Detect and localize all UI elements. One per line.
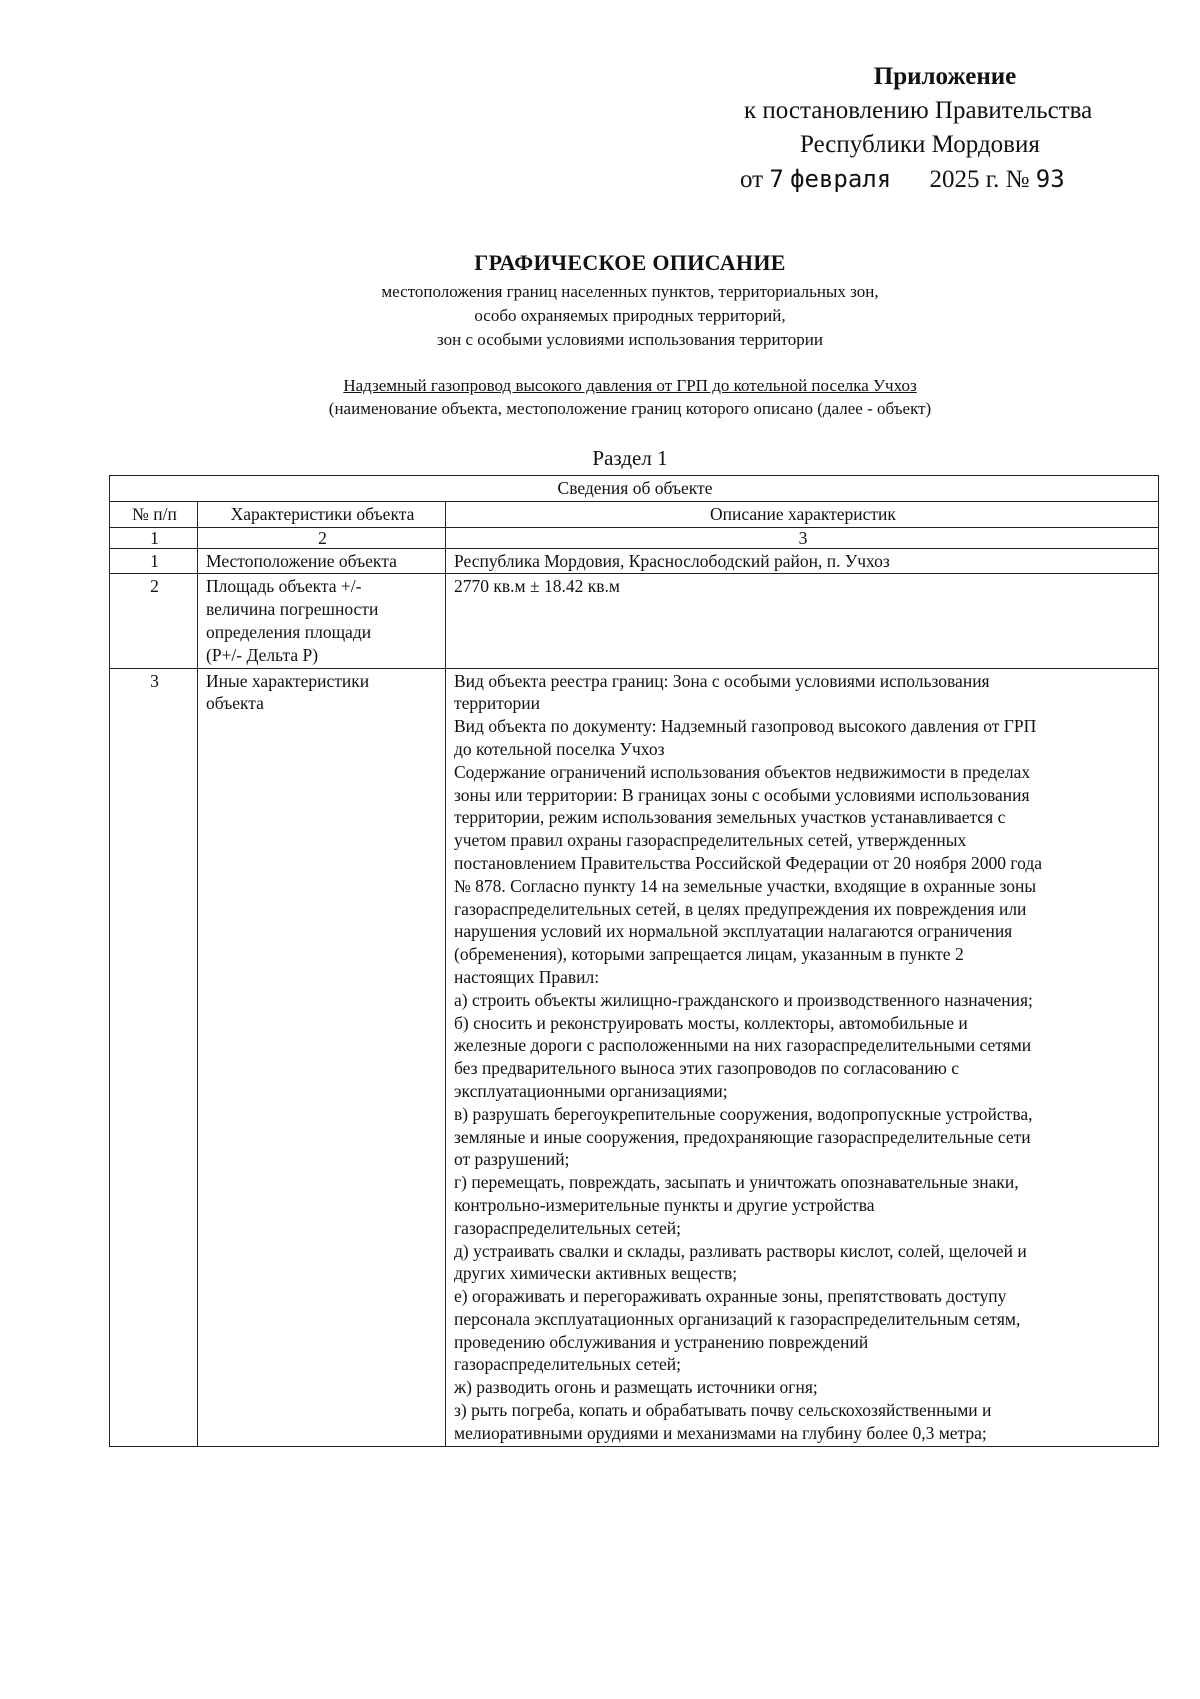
- description-line: а) строить объекты жилищно-гражданского и производственного назначения;: [454, 989, 1033, 1010]
- subtitle-line: зон с особыми условиями использования территории: [437, 330, 823, 349]
- description-line: до котельной поселка Учхоз: [454, 738, 665, 759]
- decree-number: 93: [1035, 165, 1065, 193]
- appendix-date-line: [720, 162, 1160, 197]
- subtitle-line: особо охраняемых природных территорий,: [474, 306, 786, 325]
- column-index: 3: [446, 527, 1159, 548]
- description-line: Вид объекта реестра границ: Зона с особыми условиями использования: [454, 670, 990, 691]
- object-name-block: [100, 374, 1160, 420]
- description-line: зоны или территории: В границах зоны с особыми условиями использования: [454, 784, 1030, 805]
- row-characteristic: [198, 548, 446, 574]
- description-line: мелиоративными орудиями и механизмами на глубину более 0,3 метра;: [454, 1422, 987, 1443]
- description-line: газораспределительных сетей;: [454, 1217, 681, 1238]
- description-line: других химически активных веществ;: [454, 1263, 738, 1284]
- column-index: 2: [198, 527, 446, 548]
- table-row: [110, 668, 1159, 1446]
- description-line: ж) разводить огонь и размещать источники огня;: [454, 1377, 818, 1398]
- date-month: февраля: [790, 165, 892, 193]
- table-caption: Сведения об объекте: [110, 476, 1159, 502]
- column-index: 1: [110, 527, 198, 548]
- row-description: [446, 668, 1159, 1446]
- appendix-line-1: к постановлению Правительства: [744, 97, 1093, 124]
- description-line: е) огораживать и перегораживать охранные зоны, препятствовать доступу: [454, 1286, 1007, 1307]
- row-description: [446, 548, 1159, 574]
- row-number: 2: [110, 574, 198, 668]
- subtitle-line: местоположения границ населенных пунктов, территориальных зон,: [381, 282, 879, 301]
- description-line: без предварительного выноса этих газопроводов по согласованию с: [454, 1058, 959, 1079]
- table-row: [110, 574, 1159, 668]
- header-characteristic: Характеристики объекта: [198, 501, 446, 527]
- description-line: территории: [454, 693, 540, 714]
- appendix-title: Приложение: [873, 63, 1017, 90]
- date-year: 2025 г. №: [929, 166, 1030, 193]
- description-line: (обременения), которыми запрещается лицам, указанным в пункте 2: [454, 944, 964, 965]
- description-line: проведению обслуживания и устранению повреждений: [454, 1331, 869, 1352]
- object-name-note: (наименование объекта, местоположение границ которого описано (далее - объект): [328, 399, 932, 418]
- table-row: [110, 548, 1159, 574]
- description-line: территории, режим использования земельных участков устанавливается с: [454, 807, 1006, 828]
- description-line: персонала эксплуатационных организаций к газораспределительным сетям,: [454, 1308, 1021, 1329]
- table-body: [110, 548, 1159, 1446]
- section-label: Раздел 1: [592, 446, 668, 470]
- description-line: газораспределительных сетей, в целях предупреждения их повреждения или: [454, 898, 1027, 919]
- description-line: з) рыть погреба, копать и обрабатывать почву сельскохозяйственными и: [454, 1400, 992, 1421]
- header-number: № п/п: [110, 501, 198, 527]
- object-info-table: [109, 475, 1159, 1447]
- row-characteristic: [198, 668, 446, 1446]
- row-number: 3: [110, 668, 198, 1446]
- description-line: от разрушений;: [454, 1149, 570, 1170]
- document-subtitle: [100, 280, 1160, 352]
- description-line: железные дороги с расположенными на них газораспределительными сетями: [454, 1035, 1032, 1056]
- description-line: газораспределительных сетей;: [454, 1354, 681, 1375]
- table-header-row: [110, 501, 1159, 527]
- description-line: б) сносить и реконструировать мосты, коллекторы, автомобильные и: [454, 1012, 968, 1033]
- description-line: Республика Мордовия, Краснослободский район, п. Учхоз: [454, 550, 890, 571]
- description-line: земляные и иные сооружения, предохраняющие газораспределительные сети: [454, 1126, 1031, 1147]
- description-line: настоящих Правил:: [454, 966, 600, 987]
- characteristic-line: Иные характеристики: [206, 670, 370, 691]
- appendix-line-2: Республики Мордовия: [800, 131, 1040, 158]
- description-line: нарушения условий их нормальной эксплуатации налагаются ограничения: [454, 921, 1013, 942]
- description-line: д) устраивать свалки и склады, разливать растворы кислот, солей, щелочей и: [454, 1240, 1027, 1261]
- row-description: [446, 574, 1159, 668]
- date-prefix: от: [740, 166, 764, 193]
- characteristic-line: Площадь объекта +/-: [206, 576, 362, 597]
- characteristic-line: величина погрешности: [206, 599, 379, 620]
- description-line: в) разрушать берегоукрепительные сооружения, водопропускные устройства,: [454, 1103, 1033, 1124]
- table-caption-row: [110, 476, 1159, 502]
- table-column-index-row: [110, 527, 1159, 548]
- characteristic-line: (Р+/- Дельта Р): [206, 644, 319, 665]
- description-line: эксплуатационными организациями;: [454, 1080, 728, 1101]
- characteristic-line: Местоположение объекта: [206, 550, 397, 571]
- document-title: ГРАФИЧЕСКОЕ ОПИСАНИЕ: [474, 250, 786, 275]
- appendix-block: [720, 60, 1160, 197]
- description-line: постановлением Правительства Российской Федерации от 20 ноября 2000 года: [454, 852, 1043, 873]
- characteristic-line: объекта: [206, 693, 264, 714]
- row-number: 1: [110, 548, 198, 574]
- row-characteristic: [198, 574, 446, 668]
- description-line: 2770 кв.м ± 18.42 кв.м: [454, 576, 620, 597]
- description-line: г) перемещать, повреждать, засыпать и уничтожать опознавательные знаки,: [454, 1172, 1019, 1193]
- description-line: контрольно-измерительные пункты и другие устройства: [454, 1194, 875, 1215]
- description-line: № 878. Согласно пункту 14 на земельные участки, входящие в охранные зоны: [454, 875, 1037, 896]
- description-line: учетом правил охраны газораспределительных сетей, утвержденных: [454, 830, 967, 851]
- date-day: 7: [769, 165, 784, 193]
- description-line: Вид объекта по документу: Надземный газопровод высокого давления от ГРП: [454, 716, 1037, 737]
- description-line: Содержание ограничений использования объектов недвижимости в пределах: [454, 761, 1031, 782]
- object-name: Надземный газопровод высокого давления от ГРП до котельной поселка Учхоз: [343, 376, 917, 395]
- header-description: Описание характеристик: [446, 501, 1159, 527]
- characteristic-line: определения площади: [206, 621, 372, 642]
